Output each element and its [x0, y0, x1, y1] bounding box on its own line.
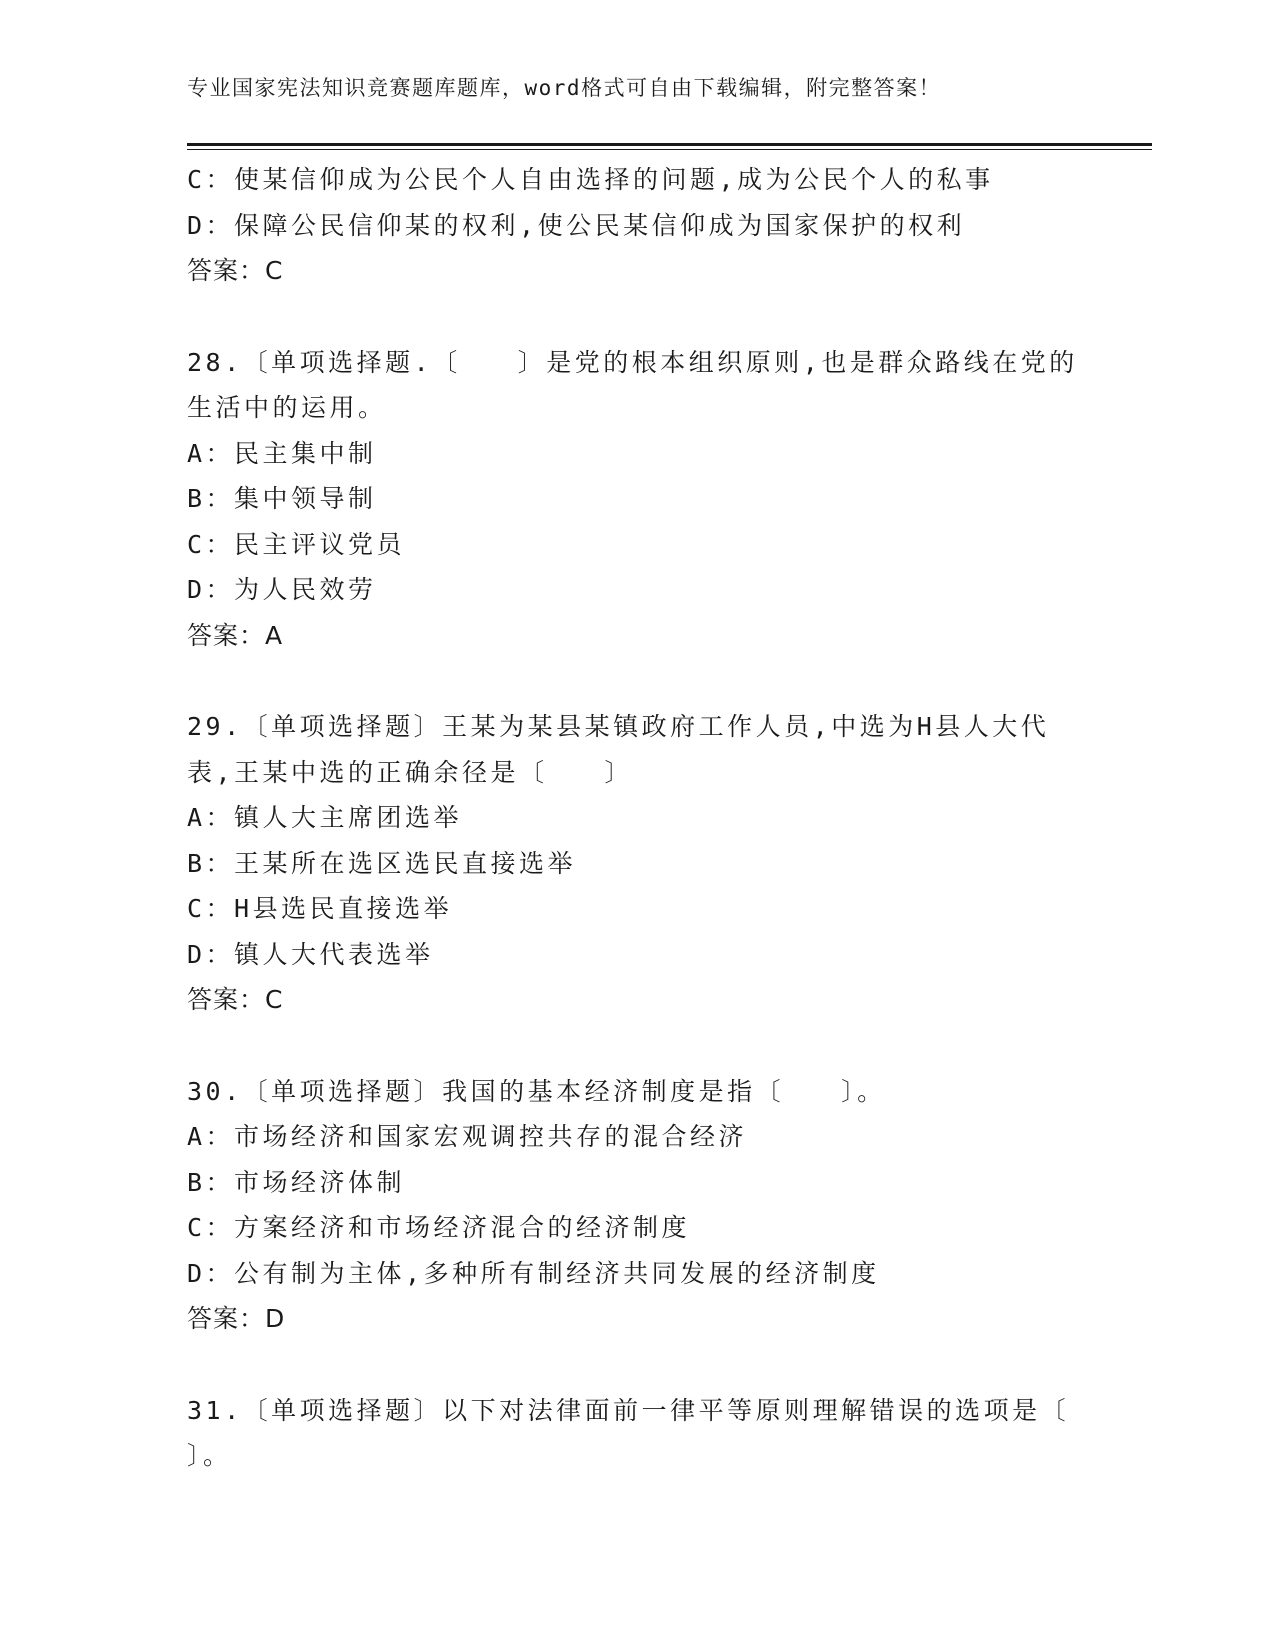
prev-question-block	[187, 157, 1087, 294]
header-rule-thick	[187, 143, 1152, 146]
header-rule-thin	[187, 149, 1152, 150]
option-line: C：H县选民直接选举	[187, 894, 453, 923]
question-28	[187, 340, 1087, 659]
page-header: 专业国家宪法知识竞赛题库题库，word格式可自由下载编辑，附完整答案！	[187, 76, 942, 100]
option-line: B：王某所在选区选民直接选举	[187, 848, 577, 878]
option-line: C：方案经济和市场经济混合的经济制度	[187, 1213, 691, 1242]
option-line: D：公有制为主体,多种所有制经济共同发展的经济制度	[187, 1258, 880, 1288]
question-stem: 28.〔单项选择题.〔 〕是党的根本组织原则,也是群众路线在党的	[187, 347, 1078, 377]
option-line: C：使某信仰成为公民个人自由选择的问题,成为公民个人的私事	[187, 165, 994, 194]
document-content	[187, 157, 1087, 1479]
answer-line: 答案：D	[187, 1304, 286, 1333]
option-line: B：集中领导制	[187, 484, 377, 513]
question-29	[187, 704, 1087, 1023]
option-line: C：民主评议党员	[187, 529, 406, 559]
question-stem: 〕。	[187, 1441, 232, 1470]
question-30	[187, 1069, 1087, 1342]
option-line: D：镇人大代表选举	[187, 939, 434, 969]
option-line: D：为人民效劳	[187, 575, 377, 604]
option-line: D：保障公民信仰某的权利,使公民某信仰成为国家保护的权利	[187, 210, 966, 240]
question-stem: 30.〔单项选择题〕我国的基本经济制度是指〔 〕。	[187, 1076, 886, 1106]
question-stem: 生活中的运用。	[187, 393, 387, 422]
question-stem: 表,王某中选的正确余径是〔 〕	[187, 757, 634, 787]
question-31	[187, 1388, 1087, 1479]
answer-line: 答案：A	[187, 620, 284, 650]
question-stem: 29.〔单项选择题〕王某为某县某镇政府工作人员,中选为H县人大代	[187, 712, 1050, 741]
option-line: A：镇人大主席团选举	[187, 803, 463, 832]
question-stem: 31.〔单项选择题〕以下对法律面前一律平等原则理解错误的选项是〔	[187, 1395, 1070, 1425]
option-line: A：市场经济和国家宏观调控共存的混合经济	[187, 1122, 748, 1151]
option-line: B：市场经济体制	[187, 1167, 406, 1197]
answer-line: 答案：C	[187, 985, 284, 1014]
answer-line: 答案：C	[187, 256, 284, 285]
option-line: A：民主集中制	[187, 438, 377, 468]
